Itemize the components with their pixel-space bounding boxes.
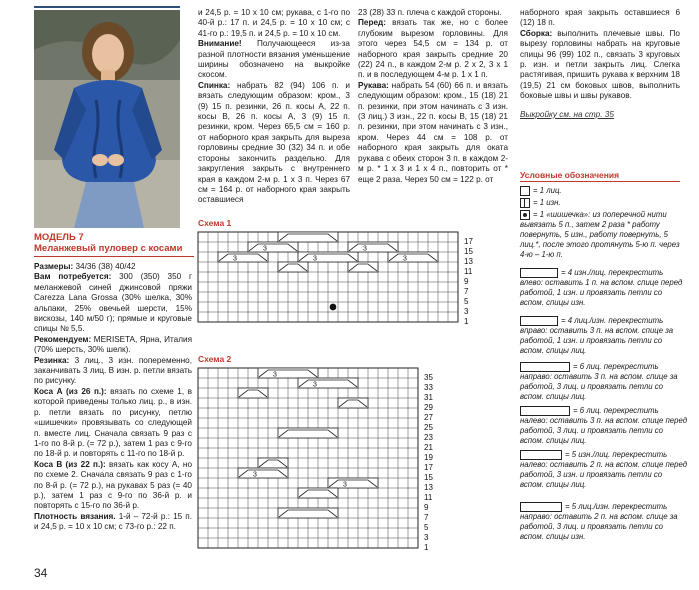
legend-item: = 6 лиц. перекрестить налево: оставить 3 п. на вспом. спице перед работой, 3 лиц. и провязать петли со вспом. спицы лиц. <box>520 406 688 446</box>
row-number: 17 <box>424 463 433 472</box>
paragraph: Коса А (из 26 п.): вязать по схеме 1, в которой приведены только лиц. р., в изн. р. петли вязать по рисунку, петлю «шишечки» провязывать со следующей п. вместе лиц. Сначала связать 9 раз с 1-го по 8-й р. (= 72 р.), затем 1 раз с 9-го по 18-й р. и повторять с 11-го по 18-й р. <box>34 386 192 459</box>
cross-4-left-symbol <box>520 268 558 278</box>
legend-item: = 6 лиц. перекрестить направо: оставить 3 п. на вспом. спице за работой, 3 лиц. и провязать петли со вспом. спицы лиц. <box>520 362 678 402</box>
row-number: 1 <box>464 317 469 326</box>
model-title: МОДЕЛЬ 7 <box>34 232 84 243</box>
row-number: 13 <box>424 483 433 492</box>
legend-rule <box>520 181 680 182</box>
pattern-link[interactable]: Выкройку см. на стр. 35 <box>520 109 614 119</box>
row-number: 5 <box>424 523 429 532</box>
title-rule <box>34 256 194 257</box>
cable-cross <box>278 232 338 242</box>
row-number: 3 <box>424 533 429 542</box>
row-number: 9 <box>424 503 429 512</box>
scheme-1-label: Схема 1 <box>198 218 232 228</box>
cable-cross <box>298 378 358 388</box>
cross-5-left-symbol <box>520 450 562 460</box>
scheme-2-chart <box>196 366 446 562</box>
row-number: 31 <box>424 393 433 402</box>
paragraph: Спинка: набрать 82 (94) 106 п. и вязать следующим образом: кром., 3 (9) 15 п. резинки, 26 п. косы А, 22 п. косы В, 26 п. косы А, 3 (9) 15 п. резинки, кром. Через 65,5 см = 160 р. от наборного края закрыть для выреза горловины средние 30 (32) 34 п. и обе стороны закончить раздельно. Для закругления закрыть с внутреннего края в каждом 2-м р. 1 х 3 п. Через 67 см = 164 р. от наборного края закрыть оставшиеся <box>198 80 350 205</box>
paragraph: Вам потребуется: 300 (350) 350 г меланжевой синей джинсовой пряжи Carezza Lana Grossa (30% шелка, 30% альпаки, 25% овечьей шерсти, 15% вискозы, 140 м/50 г); прямые и круговые спицы № 5,5. <box>34 272 192 334</box>
svg-text:3: 3 <box>273 371 277 379</box>
cross-6-right-symbol <box>520 362 570 372</box>
row-number: 29 <box>424 403 433 412</box>
row-number: 7 <box>424 513 429 522</box>
cable-cross <box>218 252 268 262</box>
legend-item: = 5 лиц./изн. перекрестить направо: оставить 2 п. на вспом. спице за работой, 3 лиц. и провязать петли со вспом. спицы изн. <box>520 502 678 542</box>
cable-cross <box>248 242 298 252</box>
row-number: 11 <box>464 267 473 276</box>
row-number: 21 <box>424 443 433 452</box>
legend-item: = 1 изн. <box>520 198 688 208</box>
cross-6-left-symbol <box>520 406 570 416</box>
svg-text:3: 3 <box>403 255 407 263</box>
svg-text:3: 3 <box>263 245 267 253</box>
scheme-2-label: Схема 2 <box>198 354 232 364</box>
legend-item: = 4 изн./лиц. перекрестить влево: оставить 1 п. на вспом. спице перед работой, 1 изн. и провязать петли со вспом. спицы изн. <box>520 268 683 308</box>
top-rule <box>34 6 180 8</box>
cable-cross <box>278 428 338 438</box>
cable-cross <box>338 398 368 408</box>
paragraph: Внимание! Получающееся из-за разной плотности вязания уменьшение ширины обозначено на выкройке скосом. <box>198 39 350 80</box>
bobble-mark <box>330 304 337 311</box>
paragraph: Размеры: 34/36 (38) 40/42 <box>34 262 136 271</box>
paragraph: 23 (28) 33 п. плеча с каждой стороны. <box>358 8 502 17</box>
paragraph: Рекомендуем: MERISETA, Ярна, Италия (70% шерсть, 30% шелк). <box>34 334 193 355</box>
cable-cross <box>388 252 438 262</box>
paragraph: Рукава: набрать 54 (60) 66 п. и вязать следующим образом: кром., 15 (18) 21 п. резинки, при этом начинать с 3 изн. (3 лиц.) 3 изн., 22 п. косы В, 15 (18) 21 п. резинки, при этом начинать с 3 изн., кром. Через 44 см = 108 р. от наборного края закрыть для оката рукава с обеих сторон 3 п. в каждом 2-м р. * 1 х 3 и 1 х 4 п., повторить от * еще 2 раза. Через 50 см = 122 р. от <box>358 80 508 184</box>
text-column-1 <box>34 262 192 533</box>
cable-cross <box>238 388 268 398</box>
paragraph: Перед: вязать так же, но с более глубоким вырезом горловины. Для этого через 54,5 см = 134 р. от наборного края закрыть средние 20 (22) 24 п., в каждом 2-м р. 2 х 2, 3 х 1 п. и в последующем 4-м р. 1 х 1 п. <box>358 18 508 80</box>
text-column-3 <box>358 8 508 185</box>
svg-text:3: 3 <box>343 481 347 489</box>
legend-item: = 1 лиц. <box>520 186 688 196</box>
row-number: 17 <box>464 237 473 246</box>
cable-cross <box>298 252 358 262</box>
page-number: 34 <box>34 566 48 580</box>
paragraph: наборного края закрыть оставшиеся 6 (12) 18 п. <box>520 8 680 28</box>
row-number: 11 <box>424 493 433 502</box>
row-number: 23 <box>424 433 433 442</box>
svg-text:3: 3 <box>313 381 317 389</box>
row-number: 13 <box>464 257 473 266</box>
row-number: 7 <box>464 287 469 296</box>
paragraph: и 24,5 р. = 10 х 10 см; рукава, с 1-го по 40-й р.: 17 п. и 24,5 р. = 10 х 10 см; с 41-го р.: 19,5 п. и 24,5 р. = 10 х 10 см. <box>198 8 350 38</box>
model-title-block <box>34 232 194 254</box>
cable-cross <box>328 478 378 488</box>
cable-cross <box>238 468 288 478</box>
cable-cross <box>348 242 398 252</box>
text-column-4 <box>520 8 680 120</box>
cable-cross <box>348 262 378 272</box>
paragraph: Сборка: выполнить плечевые швы. По вырезу горловины набрать на круговые спицы 96 (99) 102 п., связать 3 круговых р. изн. и петли закрыть лиц. Слегка растягивая, пришить рукава к верхним 18 (19,5) 21 см боковых швов, выполнить боковые швы и швы рукавов. <box>520 28 680 101</box>
paragraph: Плотность вязания. 1-й – 72-й р.: 15 п. и 24,5 р. = 10 х 10 см; с 73-го р.: 22 п. <box>34 511 192 532</box>
svg-text:3: 3 <box>363 245 367 253</box>
svg-text:3: 3 <box>253 471 257 479</box>
svg-text:3: 3 <box>233 255 237 263</box>
cable-cross <box>278 508 338 518</box>
cross-5-right-symbol <box>520 502 562 512</box>
legend-item: = 1 «шишечка»: из поперечной нити вывязать 5 п., затем 2 раза * работу повернуть, 5 изн., работу повернуть, 5 лиц.*, после этого протянуть 5-ю п. через 4-ю – 1-ю п. <box>520 210 680 260</box>
svg-text:3: 3 <box>313 255 317 263</box>
row-number: 3 <box>464 307 469 316</box>
row-number: 33 <box>424 383 433 392</box>
text-column-2 <box>198 8 350 206</box>
legend-item: = 5 изн./лиц. перекрестить налево: оставить 2 п. на вспом. спице перед работой, 3 изн. и провязать петли со вспом. спицы лиц. <box>520 450 688 490</box>
cross-4-right-symbol <box>520 316 558 326</box>
purl-symbol <box>520 198 530 208</box>
row-number: 5 <box>464 297 469 306</box>
paragraph: Резинка: 3 лиц., 3 изн. попеременно, заканчивать 3 лиц. В изн. р. петли вязать по рисунку. <box>34 355 193 386</box>
row-number: 27 <box>424 413 433 422</box>
row-number: 25 <box>424 423 433 432</box>
legend-item: = 4 лиц./изн. перекрестить вправо: оставить 3 п. на вспом. спице за работой, 1 изн. и провязать петли со вспом. спицы лиц. <box>520 316 674 356</box>
bobble-symbol <box>520 210 530 220</box>
model-subtitle: Меланжевый пуловер с косами <box>34 243 183 254</box>
model-photo <box>34 10 180 228</box>
row-number: 19 <box>424 453 433 462</box>
row-number: 15 <box>424 473 433 482</box>
row-number: 15 <box>464 247 473 256</box>
row-number: 9 <box>464 277 469 286</box>
cable-cross <box>278 262 308 272</box>
knit-symbol <box>520 186 530 196</box>
paragraph: Коса В (из 22 п.): вязать как косу А, но по схеме 2. Сначала связать 9 раз с 1-го по 8-й р. (= 72 р.), на рукавах 5 раз (= 40 р.), затем 1 раз с 9-го по 36-й р. и повторять с 15-го по 36-й р. <box>34 459 192 511</box>
row-number: 1 <box>424 543 429 552</box>
scheme-1-chart <box>196 230 486 326</box>
cable-cross <box>258 368 318 378</box>
cable-cross <box>258 458 288 468</box>
legend-title: Условные обозначения <box>520 170 620 180</box>
row-number: 35 <box>424 373 433 382</box>
